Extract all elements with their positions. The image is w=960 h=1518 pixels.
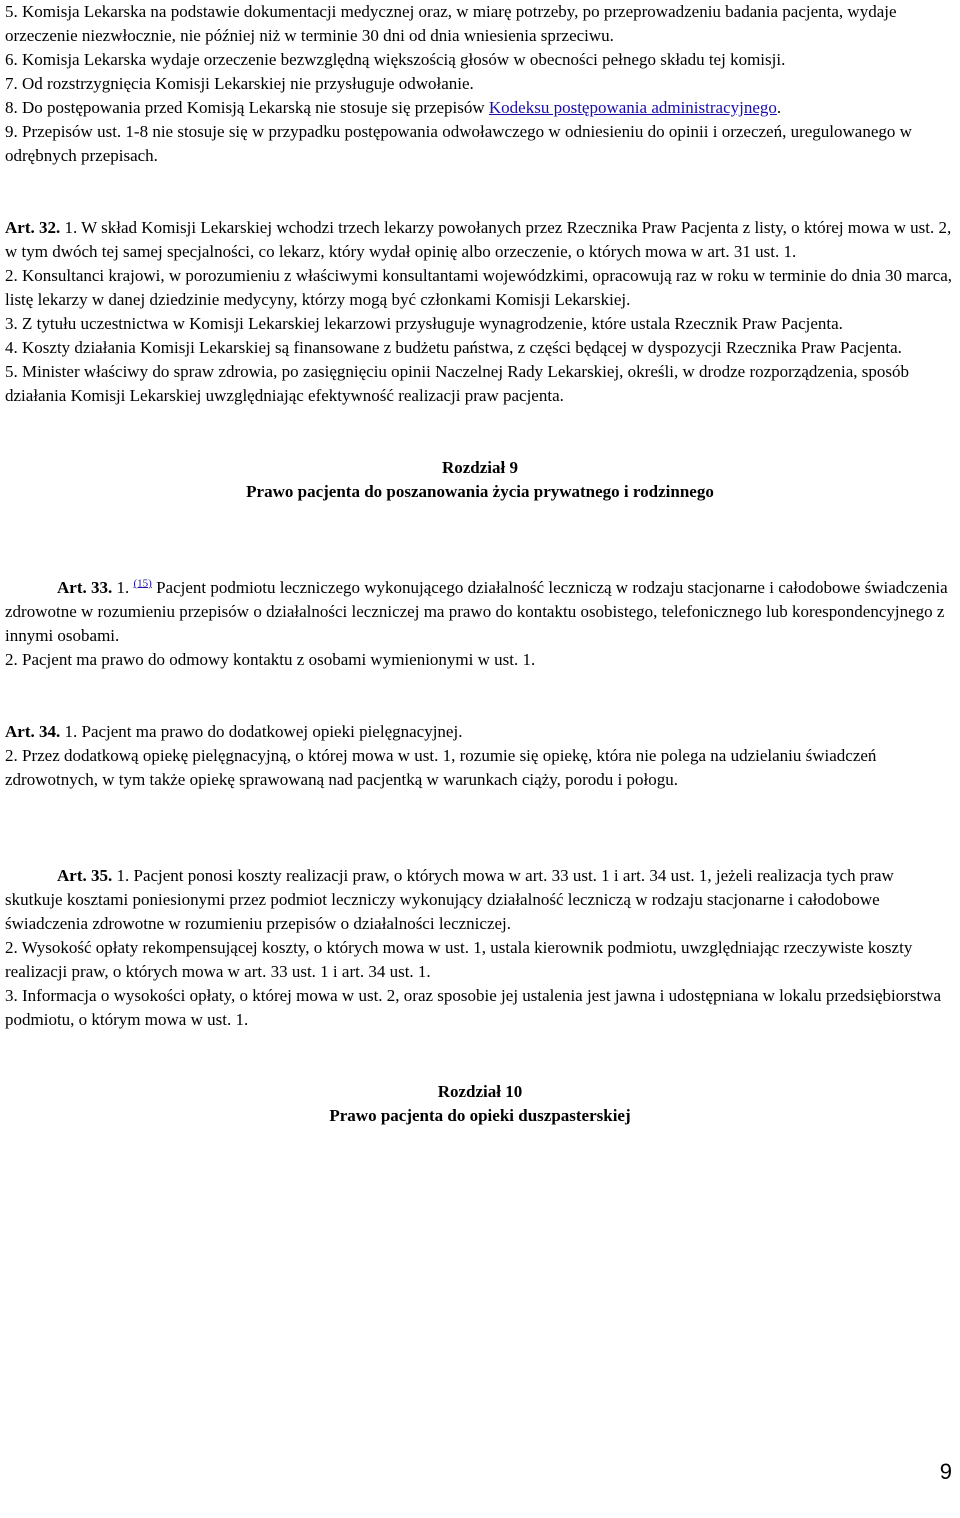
article-34-paragraph-1 [5,720,955,744]
footnote-15-link[interactable]: (15) [133,577,152,590]
chapter-9-number: Rozdział 9 [441,458,519,477]
paragraph-8-end: . [776,98,782,117]
paragraph-5: 5. Komisja Lekarska na podstawie dokumentacji medycznej oraz, w miarę potrzeby, po przeprowadzeniu badania pacjenta, wydaje orzeczenie niezwłocznie, nie później niż w terminie 30 dni od dnia wniesienia sprzeciwu. [5,2,897,45]
chapter-9-heading [5,456,955,504]
chapter-10-heading [5,1080,955,1128]
article-33 [5,576,955,672]
kpa-link[interactable]: Kodeksu postępowania administracyjnego [488,98,777,117]
article-33-num: 1. [112,578,134,597]
article-35-paragraph-2: 2. Wysokość opłaty rekompensującej koszty, o których mowa w ust. 1, ustala kierownik podmiotu, uwzględniając rzeczywiste koszty realizacji praw, o których mowa w art. 33 ust. 1 i art. 34 ust. 1. [5,938,913,981]
chapter-10-number: Rozdział 10 [437,1082,523,1101]
paragraph-6: 6. Komisja Lekarska wydaje orzeczenie bezwzględną większością głosów w obecności pełnego składu tej komisji. [5,50,786,69]
article-32-paragraph-4: 4. Koszty działania Komisji Lekarskiej są finansowane z budżetu państwa, z części będącej w dyspozycji Rzecznika Praw Pacjenta. [5,338,902,357]
article-34 [5,720,955,792]
article-35 [5,864,955,1032]
article-34-label: Art. 34. [5,722,61,741]
article-35-paragraph-3: 3. Informacja o wysokości opłaty, o której mowa w ust. 2, oraz sposobie jej ustalenia jest jawna i udostępniana w lokalu przedsiębiorstwa podmiotu, o którym mowa w ust. 1. [5,986,942,1029]
article-33-paragraph-1 [5,576,955,648]
article-33-label: Art. 33. [57,578,113,597]
article-32-paragraph-3: 3. Z tytułu uczestnictwa w Komisji Lekarskiej lekarzowi przysługuje wynagrodzenie, które ustala Rzecznik Praw Pacjenta. [5,314,843,333]
article-34-text-1: 1. Pacjent ma prawo do dodatkowej opieki pielęgnacyjnej. [60,722,463,741]
paragraph-9: 9. Przepisów ust. 1-8 nie stosuje się w przypadku postępowania odwoławczego w odniesieniu do opinii i orzeczeń, uregulowanego w odrębnych przepisach. [5,122,912,165]
article-32-paragraph-5: 5. Minister właściwy do spraw zdrowia, po zasięgnięciu opinii Naczelnej Rady Lekarskiej, określi, w drodze rozporządzenia, sposób działania Komisji Lekarskiej uwzględniając efektywność realizacji praw pacjenta. [5,362,910,405]
chapter-9-title: Prawo pacjenta do poszanowania życia prywatnego i rodzinnego [246,482,714,501]
paragraph-8-text: 8. Do postępowania przed Komisją Lekarską nie stosuje się przepisów [5,98,489,117]
article-31-continuation [5,0,955,168]
chapter-10-title: Prawo pacjenta do opieki duszpasterskiej [329,1106,631,1125]
paragraph-7: 7. Od rozstrzygnięcia Komisji Lekarskiej nie przysługuje odwołanie. [5,74,474,93]
article-32-paragraph-2: 2. Konsultanci krajowi, w porozumieniu z właściwymi konsultantami wojewódzkimi, opracowują raz w roku w terminie do dnia 30 marca, listę lekarzy w danej dziedzinie medycyny, którzy mogą być członkami Komisji Lekarskiej. [5,266,953,309]
article-32-text-1: 1. W skład Komisji Lekarskiej wchodzi trzech lekarzy powołanych przez Rzecznika Praw Pacjenta z listy, o której mowa w ust. 2, w tym dwóch tej samej specjalności, co lekarz, który wydał opinię albo orzeczenie, o których mowa w art. 31 ust. 1. [5,218,952,261]
article-35-text-1: 1. Pacjent ponosi koszty realizacji praw, o których mowa w art. 33 ust. 1 i art. 34 ust. 1, jeżeli realizacja tych praw skutkuje kosztami poniesionymi przez podmiot leczniczy wykonujący działalność leczniczą w rodzaju stacjonarne i całodobowe świadczenia zdrowotne w rozumieniu przepisów o działalności leczniczej. [5,866,894,933]
article-33-paragraph-2: 2. Pacjent ma prawo do odmowy kontaktu z osobami wymienionymi w ust. 1. [5,650,536,669]
article-32 [5,216,955,408]
document-page [5,0,955,1128]
article-34-paragraph-2: 2. Przez dodatkową opiekę pielęgnacyjną, o której mowa w ust. 1, rozumie się opiekę, która nie polega na udzielaniu świadczeń zdrowotnych, w tym także opiekę sprawowaną nad pacjentką w warunkach ciąży, porodu i połogu. [5,746,877,789]
article-35-paragraph-1 [5,864,955,936]
article-32-paragraph-1 [5,216,955,264]
article-33-text-1: Pacjent podmiotu leczniczego wykonującego działalność leczniczą w rodzaju stacjonarne i całodobowe świadczenia zdrowotne w rozumieniu przepisów o działalności leczniczej ma prawo do kontaktu osobistego, telefonicznego lub korespondencyjnego z innymi osobami. [5,578,948,645]
article-32-label: Art. 32. [5,218,61,237]
paragraph-8 [5,96,955,120]
page-number: 9 [939,1459,952,1484]
article-35-label: Art. 35. [57,866,113,885]
